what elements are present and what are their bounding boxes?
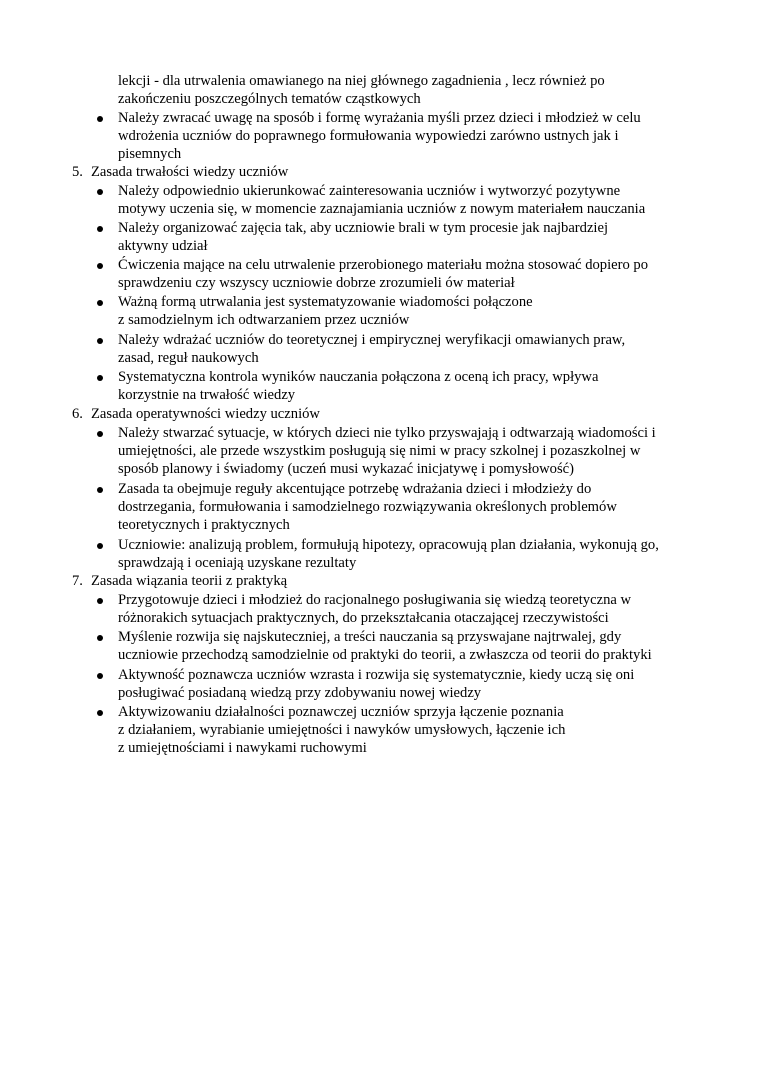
section-number: 7. (72, 573, 83, 589)
list-item-line: aktywny udział (118, 238, 208, 254)
list-item-line: sprawdzeniu czy wszyscy uczniowie dobrze zrozumieli ów materiał (118, 275, 515, 291)
list-item-line: Należy odpowiednio ukierunkować zainteresowania uczniów i wytworzyć pozytywne (118, 183, 621, 199)
list-item-line: uczniowie przechodzą samodzielnie od praktyki do teorii, a zwłaszcza od teorii do praktyki (118, 647, 652, 663)
list-item-line: zasad, reguł naukowych (118, 350, 259, 366)
section-number: 5. (72, 164, 83, 180)
section-title: Zasada wiązania teorii z praktyką (91, 573, 288, 589)
list-item-line: różnorakich sytuacjach praktycznych, do przekształcania otaczającej rzeczywistości (118, 610, 609, 626)
list-item-line: z samodzielnym ich odtwarzaniem przez uczniów (118, 312, 410, 328)
bullet-icon (97, 300, 103, 306)
bullet-icon (97, 673, 103, 679)
list-item-line: sprawdzają i oceniają uzyskane rezultaty (118, 555, 357, 571)
section-title: Zasada trwałości wiedzy uczniów (91, 164, 289, 180)
list-item-line: Należy zwracać uwagę na sposób i formę wyrażania myśli przez dzieci i młodzież w celu (118, 110, 641, 126)
bullet-icon (97, 226, 103, 232)
bullet-icon (97, 431, 103, 437)
bullet-icon (97, 189, 103, 195)
bullet-icon (97, 635, 103, 641)
bullet-icon (97, 543, 103, 549)
list-item-line: dostrzegania, formułowania i samodzielnego rozwiązywania określonych problemów (118, 499, 617, 515)
bullet-icon (97, 116, 103, 122)
list-item-line: Uczniowie: analizują problem, formułują hipotezy, opracowują plan działania, wykonują go, (118, 537, 659, 553)
list-item-line: Aktywność poznawcza uczniów wzrasta i rozwija się systematycznie, kiedy uczą się oni (118, 667, 635, 683)
list-item-line: pisemnych (118, 146, 182, 162)
list-item-line: korzystnie na trwałość wiedzy (118, 387, 296, 403)
list-item-line: z działaniem, wyrabianie umiejętności i nawyków umysłowych, łączenie ich (118, 722, 566, 738)
list-item-line: Aktywizowaniu działalności poznawczej uczniów sprzyja łączenie poznania (118, 704, 564, 720)
bullet-icon (97, 487, 103, 493)
intro-line: zakończeniu poszczególnych tematów cząstkowych (118, 91, 421, 107)
bullet-icon (97, 263, 103, 269)
list-item-line: Ważną formą utrwalania jest systematyzowanie wiadomości połączone (118, 294, 533, 310)
bullet-icon (97, 598, 103, 604)
list-item-line: umiejętności, ale przede wszystkim posługują się nimi w pracy szkolnej i pozaszkolnej w (118, 443, 641, 459)
list-item-line: Należy stwarzać sytuacje, w których dzieci nie tylko przyswajają i odtwarzają wiadomości i (118, 425, 656, 441)
list-item-line: Myślenie rozwija się najskuteczniej, a treści nauczania są przyswajane najtrwalej, gdy (118, 629, 622, 645)
list-item-line: Ćwiczenia mające na celu utrwalenie przerobionego materiału można stosować dopiero po (118, 257, 649, 273)
list-item-line: teoretycznych i praktycznych (118, 517, 290, 533)
list-item-line: wdrożenia uczniów do poprawnego formułowania wypowiedzi zarówno ustnych jak i (118, 128, 619, 144)
list-item-line: Systematyczna kontrola wyników nauczania połączona z oceną ich pracy, wpływa (118, 369, 599, 385)
list-item-line: z umiejętnościami i nawykami ruchowymi (118, 740, 367, 756)
bullet-icon (97, 338, 103, 344)
bullet-icon (97, 375, 103, 381)
list-item-line: Należy organizować zajęcia tak, aby uczniowie brali w tym procesie jak najbardziej (118, 220, 609, 236)
intro-line: lekcji - dla utrwalenia omawianego na niej głównego zagadnienia , lecz również po (118, 73, 605, 89)
list-item-line: Przygotowuje dzieci i młodzież do racjonalnego posługiwania się wiedzą teoretyczna w (118, 592, 632, 608)
list-item-line: sposób planowy i świadomy (uczeń musi wykazać inicjatywę i pomysłowość) (118, 461, 574, 477)
list-item-line: Zasada ta obejmuje reguły akcentujące potrzebę wdrażania dzieci i młodzieży do (118, 481, 592, 497)
list-item-line: motywy uczenia się, w momencie zaznajamiania uczniów z nowym materiałem nauczania (118, 201, 646, 217)
list-item-line: Należy wdrażać uczniów do teoretycznej i empirycznej weryfikacji omawianych praw, (118, 332, 626, 348)
bullet-icon (97, 710, 103, 716)
section-title: Zasada operatywności wiedzy uczniów (91, 406, 320, 422)
list-item-line: posługiwać posiadaną wiedzą przy zdobywaniu nowej wiedzy (118, 685, 482, 701)
section-number: 6. (72, 406, 83, 422)
